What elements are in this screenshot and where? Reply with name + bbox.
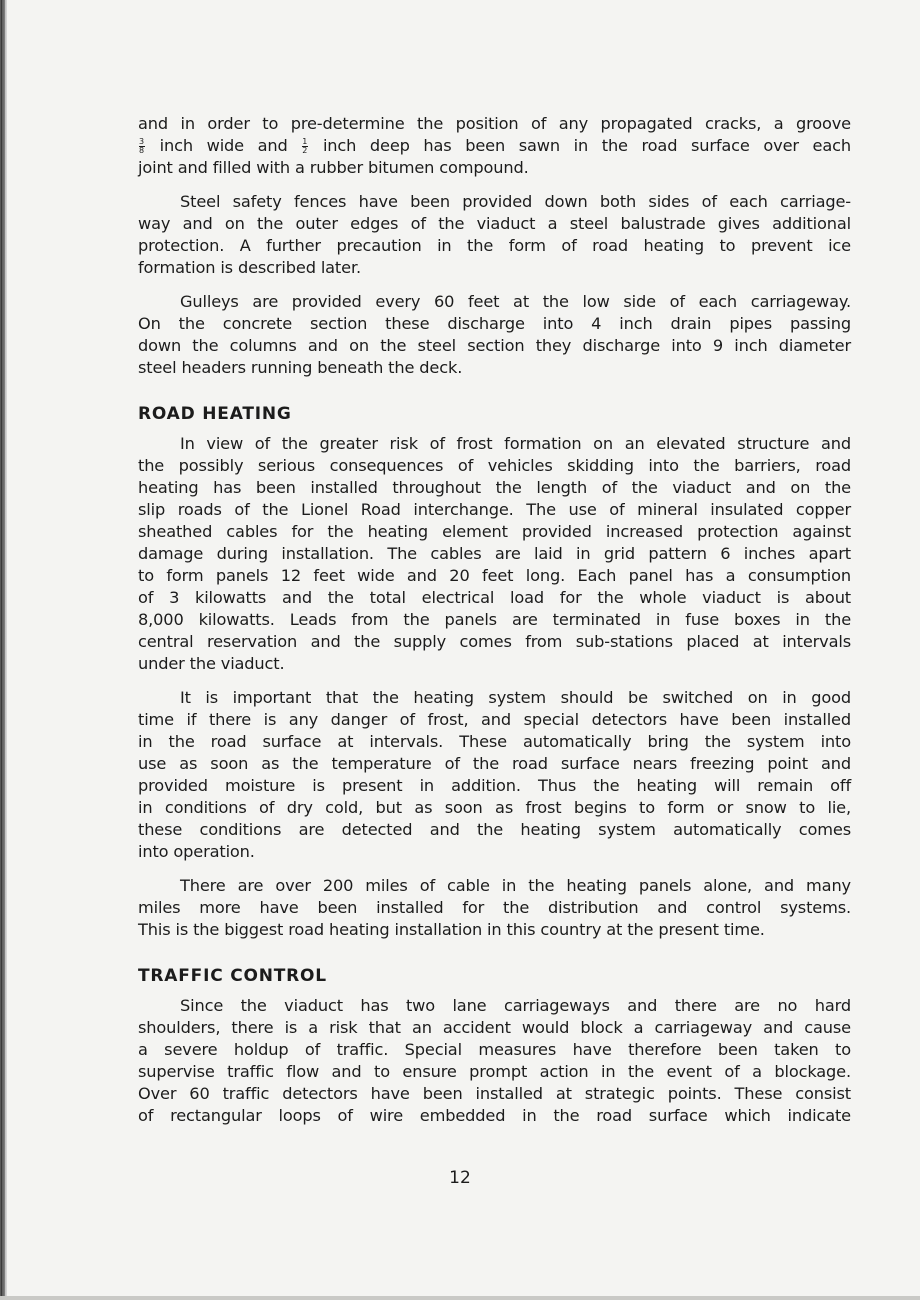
text-line: slip roads of the Lionel Road interchange. The use of mineral insulated copper xyxy=(138,500,851,519)
page-bottom-edge xyxy=(0,1296,920,1300)
section-heading: TRAFFIC CONTROL xyxy=(138,966,327,986)
paragraph xyxy=(138,191,851,279)
text-line: heating has been installed throughout the length of the viaduct and on the xyxy=(138,478,851,497)
text-line: miles more have been installed for the distribution and control systems. xyxy=(138,898,851,917)
text-line: supervise traffic flow and to ensure prompt action in the event of a blockage. xyxy=(138,1062,851,1081)
text-line: sheathed cables for the heating element provided increased protection against xyxy=(138,522,851,541)
text-line: provided moisture is present in addition. Thus the heating will remain off xyxy=(138,776,851,795)
text-line: There are over 200 miles of cable in the heating panels alone, and many xyxy=(180,876,851,895)
book-binding-edge xyxy=(0,0,7,1300)
text-line: $\frac{3}{8}$ inch wide and $\frac{1}{2}$ inch deep has been sawn in the road surface over each xyxy=(139,136,851,155)
text-line: a severe holdup of traffic. Special measures have therefore been taken to xyxy=(138,1040,851,1059)
section-heading: ROAD HEATING xyxy=(138,404,292,424)
text-line: way and on the outer edges of the viaduct a steel balustrade gives additional xyxy=(138,214,851,233)
text-line: joint and filled with a rubber bitumen compound. xyxy=(138,158,529,177)
text-line: into operation. xyxy=(138,842,255,861)
text-line: the possibly serious consequences of vehicles skidding into the barriers, road xyxy=(138,456,851,475)
text-line: Since the viaduct has two lane carriageways and there are no hard xyxy=(180,996,851,1015)
text-line: Over 60 traffic detectors have been installed at strategic points. These consist xyxy=(138,1084,851,1103)
fraction: $\frac{1}{2}$ xyxy=(302,137,308,155)
text-line: under the viaduct. xyxy=(138,654,285,673)
text-line: In view of the greater risk of frost formation on an elevated structure and xyxy=(180,434,851,453)
paragraph xyxy=(138,291,851,379)
fraction: $\frac{3}{8}$ xyxy=(139,137,144,155)
paragraph xyxy=(138,995,851,1127)
text-line: time if there is any danger of frost, and special detectors have been installed xyxy=(138,710,851,729)
text-line: these conditions are detected and the heating system automatically comes xyxy=(138,820,851,839)
text-line: and in order to pre-determine the position of any propagated cracks, a groove xyxy=(138,114,851,133)
text-line: formation is described later. xyxy=(138,258,361,277)
page-body xyxy=(138,113,851,1127)
text-line: It is important that the heating system should be switched on in good xyxy=(180,688,851,707)
text-line: in conditions of dry cold, but as soon as frost begins to form or snow to lie, xyxy=(138,798,851,817)
text-line: of 3 kilowatts and the total electrical load for the whole viaduct is about xyxy=(138,588,851,607)
text-line: shoulders, there is a risk that an accident would block a carriageway and cause xyxy=(138,1018,851,1037)
text-line: On the concrete section these discharge into 4 inch drain pipes passing xyxy=(138,314,851,333)
paragraph xyxy=(138,687,851,863)
text-line: central reservation and the supply comes from sub-stations placed at intervals xyxy=(138,632,851,651)
text-line: steel headers running beneath the deck. xyxy=(138,358,463,377)
text-line: in the road surface at intervals. These automatically bring the system into xyxy=(138,732,851,751)
text-line: down the columns and on the steel section they discharge into 9 inch diameter xyxy=(138,336,851,355)
page-number: 12 xyxy=(449,1168,471,1188)
text-line: damage during installation. The cables are laid in grid pattern 6 inches apart xyxy=(138,544,851,563)
paragraph xyxy=(138,875,851,941)
text-line: to form panels 12 feet wide and 20 feet long. Each panel has a consumption xyxy=(138,566,851,585)
text-line: protection. A further precaution in the form of road heating to prevent ice xyxy=(138,236,851,255)
paragraph xyxy=(138,113,851,179)
text-line: of rectangular loops of wire embedded in the road surface which indicate xyxy=(138,1106,851,1125)
text-line: Steel safety fences have been provided down both sides of each carriage- xyxy=(180,192,851,211)
text-line: 8,000 kilowatts. Leads from the panels are terminated in fuse boxes in the xyxy=(138,610,851,629)
text-line: use as soon as the temperature of the road surface nears freezing point and xyxy=(138,754,851,773)
text-line: Gulleys are provided every 60 feet at the low side of each carriageway. xyxy=(180,292,851,311)
paragraph xyxy=(138,433,851,675)
text-line: This is the biggest road heating installation in this country at the present time. xyxy=(138,920,765,939)
